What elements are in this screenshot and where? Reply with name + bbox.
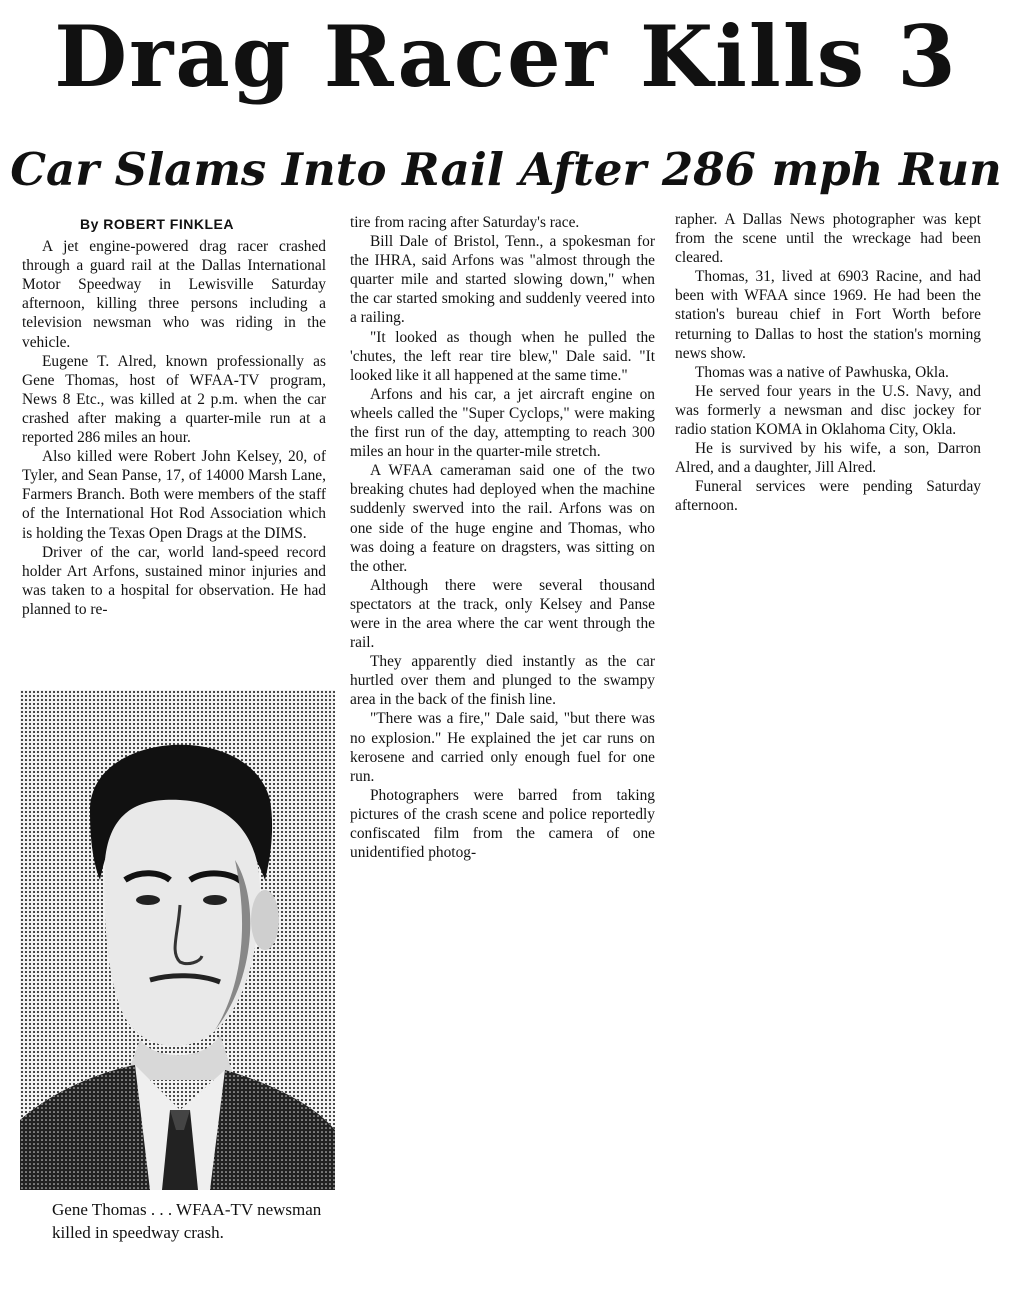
article-column-1	[22, 215, 326, 619]
paragraph: A jet engine-powered drag racer crashed through a guard rail at the Dallas International Motor Speedway in Lewisville Saturday afternoon, killing three persons including a television newsman who was riding in the vehicle.	[22, 238, 326, 351]
paragraph: tire from racing after Saturday's race.	[350, 214, 580, 231]
subheadline: Car Slams Into Rail After 286 mph Run	[10, 143, 1002, 196]
paragraph: Driver of the car, world land-speed record holder Art Arfons, sustained minor injuries and was taken to a hospital for observation. He had planned to re-	[22, 543, 326, 618]
paragraph: Also killed were Robert John Kelsey, 20, of Tyler, and Sean Panse, 17, of 14000 Marsh Lane, Farmers Branch. Both were members of the staff of the International Hot Rod Association which is holding the Texas Open Drags at the DIMS.	[22, 448, 326, 542]
paragraph: Bill Dale of Bristol, Tenn., a spokesman for the IHRA, said Arfons was "almost through the quarter mile and started slowing down," when the car started smoking and suddenly veered into a railing.	[350, 233, 655, 327]
paragraph: Photographers were barred from taking pictures of the crash scene and police reportedly confiscated film from the camera of one unidentified photog-	[350, 786, 655, 862]
paragraph: Eugene T. Alred, known professionally as Gene Thomas, host of WFAA-TV program, News 8 Etc., was killed at 2 p.m. when the car crashed after making a quarter-mile run at a reported 286 miles an hour.	[22, 352, 326, 447]
paragraph: He is survived by his wife, a son, Darron Alred, and a daughter, Jill Alred.	[675, 440, 981, 477]
paragraph: Funeral services were pending Saturday afternoon.	[675, 478, 981, 515]
headline: Drag Racer Kills 3	[54, 7, 958, 106]
paragraph: A WFAA cameraman said one of the two breaking chutes had deployed when the machine suddenly swerved into the rail. Arfons was on one side of the huge engine and Thomas, who was doing a feature on dragsters, was sitting on the other.	[350, 462, 655, 575]
portrait-photo	[20, 690, 335, 1190]
paragraph: rapher. A Dallas News photographer was kept from the scene until the wreckage had been cleared.	[675, 211, 981, 267]
paragraph: Thomas was a native of Pawhuska, Okla.	[695, 363, 949, 381]
paragraph: "There was a fire," Dale said, "but there was no explosion." He explained the jet car runs on kerosene and carried only enough fuel for one run.	[350, 710, 655, 785]
paragraph: Thomas, 31, lived at 6903 Racine, and had been with WFAA since 1969. He had been the station's bureau chief in Fort Worth before returning to Dallas to host the station's morning news show.	[675, 268, 981, 362]
paragraph: Arfons and his car, a jet aircraft engine on wheels called the "Super Cyclops," were making the first run of the day, attempting to reach 300 miles an hour in the quarter-mile stretch.	[350, 385, 655, 461]
article-column-3	[675, 210, 981, 516]
paragraph: He served four years in the U.S. Navy, and was formerly a newsman and disc jockey for radio station KOMA in Oklahoma City, Okla.	[675, 382, 981, 439]
paragraph: They apparently died instantly as the car hurtled over them and plunged to the swampy area in the back of the finish line.	[350, 653, 655, 709]
photo-caption: Gene Thomas . . . WFAA-TV newsman killed in speedway crash.	[52, 1200, 322, 1242]
article-column-2	[350, 213, 655, 862]
paragraph: Although there were several thousand spectators at the track, only Kelsey and Panse were in the area where the car went through the rail.	[350, 576, 655, 652]
byline: By ROBERT FINKLEA	[80, 216, 234, 232]
paragraph: "It looked as though when he pulled the 'chutes, the left rear tire blew," Dale said. "It looked like it all happened at the same time."	[350, 328, 655, 384]
